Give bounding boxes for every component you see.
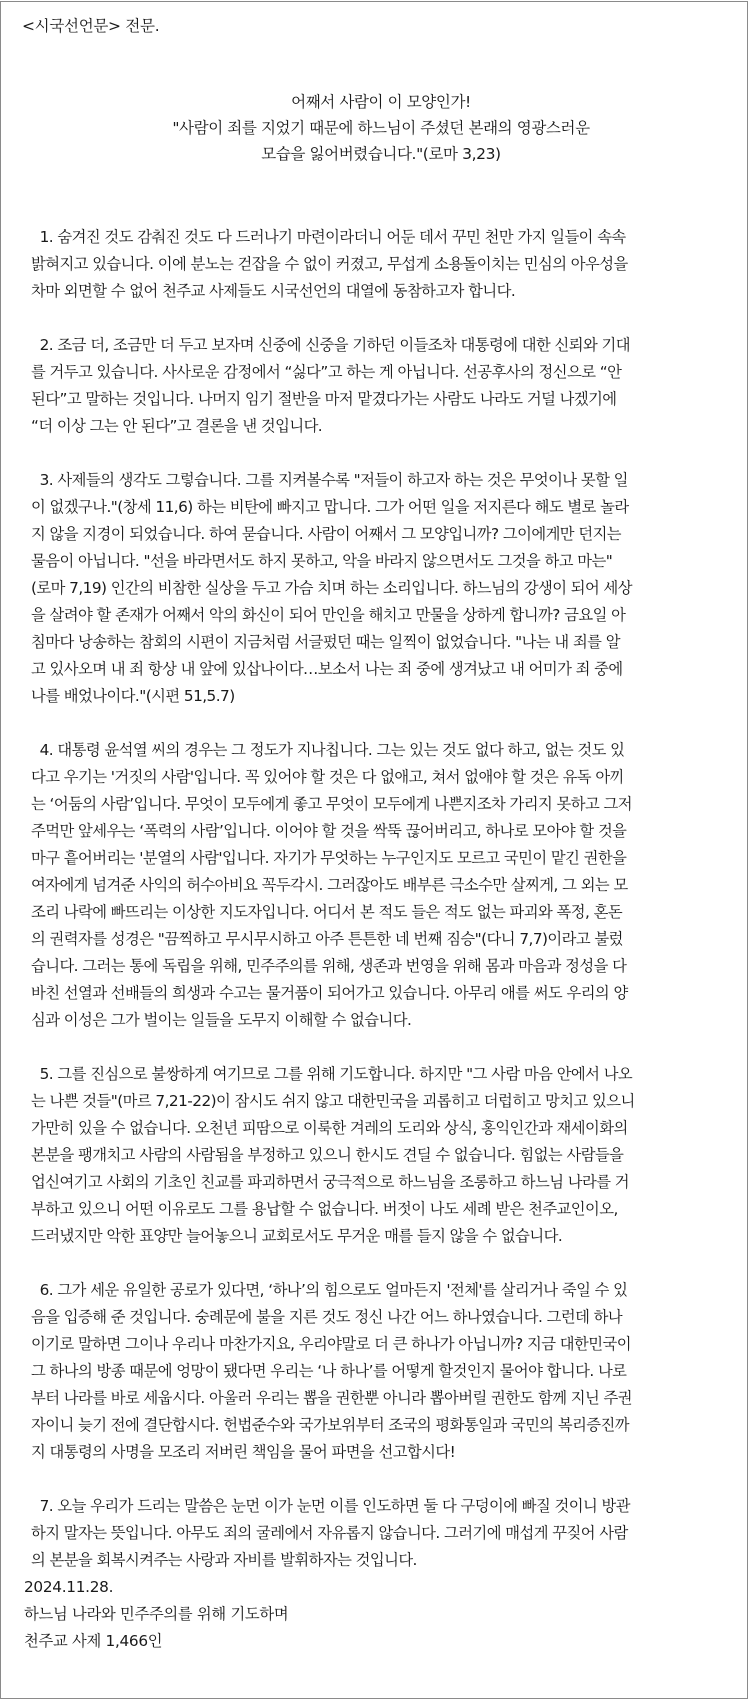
paragraph-line: 본분을 팽개치고 사람의 사람됨을 부정하고 있으니 한시도 견딜 수 없습니다. 힘없는 사람들을 — [31, 1146, 624, 1164]
paragraph-1 — [31, 224, 721, 305]
paragraph-line: 드러냈지만 악한 표양만 늘어놓으니 교회로서도 무거운 매를 들지 않을 수 없습니다. — [31, 1227, 563, 1245]
paragraph-2 — [31, 332, 721, 440]
signature-date: 2024.11.28. — [24, 1578, 114, 1596]
paragraph-line: 는 ‘어둠의 사람’입니다. 무엇이 모두에게 좋고 무엇이 모두에게 나쁜지조차 가리지 못하고 그저 — [31, 795, 632, 813]
document-body — [31, 224, 721, 1601]
epigraph-line: 어째서 사람이 이 모양인가! — [291, 93, 471, 111]
paragraph-line: 의 권력자를 성경은 "끔찍하고 무시무시하고 아주 튼튼한 네 번째 짐승"(다니 7,7)이라고 불렀 — [31, 930, 623, 948]
paragraph-line: 5. 그를 진심으로 불쌍하게 여기므로 그를 위해 기도합니다. 하지만 "그 사람 마음 안에서 나오 — [31, 1065, 633, 1083]
paragraph-line: 업신여기고 사회의 기초인 친교를 파괴하면서 궁극적으로 하느님을 조롱하고 하느님 나라를 거 — [31, 1173, 629, 1191]
paragraph-line: 2. 조금 더, 조금만 더 두고 보자며 신중에 신중을 기하던 이들조차 대통령에 대한 신뢰와 기대 — [31, 336, 630, 354]
paragraph-line: 심과 이성은 그가 벌이는 일들을 도무지 이해할 수 없습니다. — [31, 1011, 412, 1029]
paragraph-6 — [31, 1277, 721, 1466]
paragraph-line: 고 있사오며 내 죄 항상 내 앞에 있삽나이다…보소서 나는 죄 중에 생겨났고 내 어미가 죄 중에 — [31, 660, 623, 678]
paragraph-line: 1. 숨겨진 것도 감춰진 것도 다 드러나기 마련이라더니 어둔 데서 꾸민 천만 가지 일들이 속속 — [31, 228, 626, 246]
signature-line: 하느님 나라와 민주주의를 위해 기도하며 — [24, 1605, 289, 1623]
epigraph-line: 모습을 잃어버렸습니다."(로마 3,23) — [261, 145, 501, 163]
paragraph-line: 물음이 아닙니다. "선을 바라면서도 하지 못하고, 악을 바라지 않으면서도 그것을 하고 마는" — [31, 552, 613, 570]
signature-line: 천주교 사제 1,466인 — [24, 1632, 163, 1650]
paragraph-line: 바친 선열과 선배들의 희생과 수고는 물거품이 되어가고 있습니다. 아무리 애를 써도 우리의 양 — [31, 984, 628, 1002]
paragraph-line: 주먹만 앞세우는 ‘폭력의 사람’입니다. 이어야 할 것을 싹뚝 끊어버리고, 하나로 모아야 할 것을 — [31, 822, 627, 840]
paragraph-line: (로마 7,19) 인간의 비참한 실상을 두고 가슴 치며 하는 소리입니다. 하느님의 강생이 되어 세상 — [31, 579, 633, 597]
paragraph-line: 여자에게 넘겨준 사익의 허수아비요 꼭두각시. 그러잖아도 배부른 극소수만 살찌게, 그 외는 모 — [31, 876, 628, 894]
paragraph-line: 을 살려야 할 존재가 어째서 악의 화신이 되어 만인을 해치고 만물을 상하게 합니까? 금요일 아 — [31, 606, 626, 624]
document-page — [0, 1, 748, 1699]
paragraph-4 — [31, 737, 721, 1034]
paragraph-3 — [31, 467, 721, 710]
paragraph-line: “더 이상 그는 안 된다”고 결론을 낸 것입니다. — [31, 417, 323, 435]
paragraph-line: 된다”고 말하는 것입니다. 나머지 임기 절반을 마저 맡겼다가는 사람도 나라도 거덜 나겠기에 — [31, 390, 617, 408]
epigraph-line: "사람이 죄를 지었기 때문에 하느님이 주셨던 본래의 영광스러운 — [172, 119, 590, 137]
paragraph-7 — [31, 1493, 721, 1574]
paragraph-line: 3. 사제들의 생각도 그렇습니다. 그를 지켜볼수록 "저들이 하고자 하는 것은 무엇이나 못할 일 — [31, 471, 628, 489]
paragraph-line: 지 대통령의 사명을 모조리 저버린 책임을 물어 파면을 선고합시다! — [31, 1443, 456, 1461]
paragraph-line: 하지 말자는 뜻입니다. 아무도 죄의 굴레에서 자유롭지 않습니다. 그러기에 매섭게 꾸짖어 사람 — [31, 1524, 628, 1542]
paragraph-line: 부터 나라를 바로 세웁시다. 아울러 우리는 뽑을 권한뿐 아니라 뽑아버릴 권한도 함께 지닌 주권 — [31, 1389, 632, 1407]
paragraph-line: 차마 외면할 수 없어 천주교 사제들도 시국선언의 대열에 동참하고자 합니다. — [31, 282, 516, 300]
paragraph-line: 밝혀지고 있습니다. 이에 분노는 걷잡을 수 없이 커졌고, 무섭게 소용돌이치는 민심의 아우성을 — [31, 255, 628, 273]
paragraph-line: 자이니 늦기 전에 결단합시다. 헌법준수와 국가보위부터 조국의 평화통일과 국민의 복리증진까 — [31, 1416, 629, 1434]
paragraph-line: 그 하나의 방종 때문에 엉망이 됐다면 우리는 ‘나 하나’를 어떻게 할것인지 물어야 합니다. 나로 — [31, 1362, 627, 1380]
paragraph-line: 나를 배었나이다."(시편 51,5.7) — [31, 687, 235, 705]
paragraph-line: 부하고 있으니 어떤 이유로도 그를 용납할 수 없습니다. 버젓이 나도 세례 받은 천주교인이오, — [31, 1200, 618, 1218]
paragraph-line: 4. 대통령 윤석열 씨의 경우는 그 정도가 지나칩니다. 그는 있는 것도 없다 하고, 없는 것도 있 — [31, 741, 625, 759]
epigraph — [41, 89, 721, 167]
paragraph-line: 를 거두고 있습니다. 사사로운 감정에서 “싫다”고 하는 게 아닙니다. 선공후사의 정신으로 “안 — [31, 363, 622, 381]
paragraph-5 — [31, 1061, 721, 1250]
paragraph-line: 7. 오늘 우리가 드리는 말씀은 눈먼 이가 눈먼 이를 인도하면 둘 다 구덩이에 빠질 것이니 방관 — [31, 1497, 630, 1515]
paragraph-line: 지 않을 지경이 되었습니다. 하여 묻습니다. 사람이 어째서 그 모양입니까? 그이에게만 던지는 — [31, 525, 622, 543]
paragraph-line: 이기로 말하면 그이나 우리나 마찬가지요, 우리야말로 더 큰 하나가 아닙니까? 지금 대한민국이 — [31, 1335, 631, 1353]
paragraph-line: 는 나쁜 것들"(마르 7,21-22)이 잠시도 쉬지 않고 대한민국을 괴롭히고 더럽히고 망치고 있으니 — [31, 1092, 635, 1110]
paragraph-line: 가만히 있을 수 없습니다. 오천년 피땀으로 이룩한 겨레의 도리와 상식, 홍익인간과 재세이화의 — [31, 1119, 628, 1137]
paragraph-line: 습니다. 그러는 통에 독립을 위해, 민주주의를 위해, 생존과 번영을 위해 몸과 마음과 정성을 다 — [31, 957, 627, 975]
signature-block — [24, 1574, 288, 1655]
paragraph-line: 다고 우기는 '거짓의 사람'입니다. 꼭 있어야 할 것은 다 없애고, 쳐서 없애야 할 것은 유독 아끼 — [31, 768, 624, 786]
paragraph-line: 이 없겠구나."(창세 11,6) 하는 비탄에 빠지고 맙니다. 그가 어떤 일을 저지른다 해도 별로 놀라 — [31, 498, 629, 516]
paragraph-line: 조리 나락에 빠뜨리는 이상한 지도자입니다. 어디서 본 적도 들은 적도 없는 파괴와 폭정, 혼돈 — [31, 903, 623, 921]
paragraph-line: 의 본분을 회복시켜주는 사랑과 자비를 발휘하자는 것입니다. — [31, 1551, 417, 1569]
paragraph-line: 침마다 낭송하는 참회의 시편이 지금처럼 서글펐던 때는 일찍이 없었습니다. "나는 내 죄를 알 — [31, 633, 620, 651]
paragraph-line: 마구 흩어버리는 '분열의 사람'입니다. 자기가 무엇하는 누구인지도 모르고 국민이 맡긴 권한을 — [31, 849, 627, 867]
paragraph-line: 6. 그가 세운 유일한 공로가 있다면, ‘하나’의 힘으로도 얼마든지 '전체'를 살리거나 죽일 수 있 — [31, 1281, 628, 1299]
paragraph-line: 음을 입증해 준 것입니다. 숭례문에 불을 지른 것도 정신 나간 어느 하나였습니다. 그런데 하나 — [31, 1308, 623, 1326]
document-title: <시국선언문> 전문. — [22, 17, 160, 35]
